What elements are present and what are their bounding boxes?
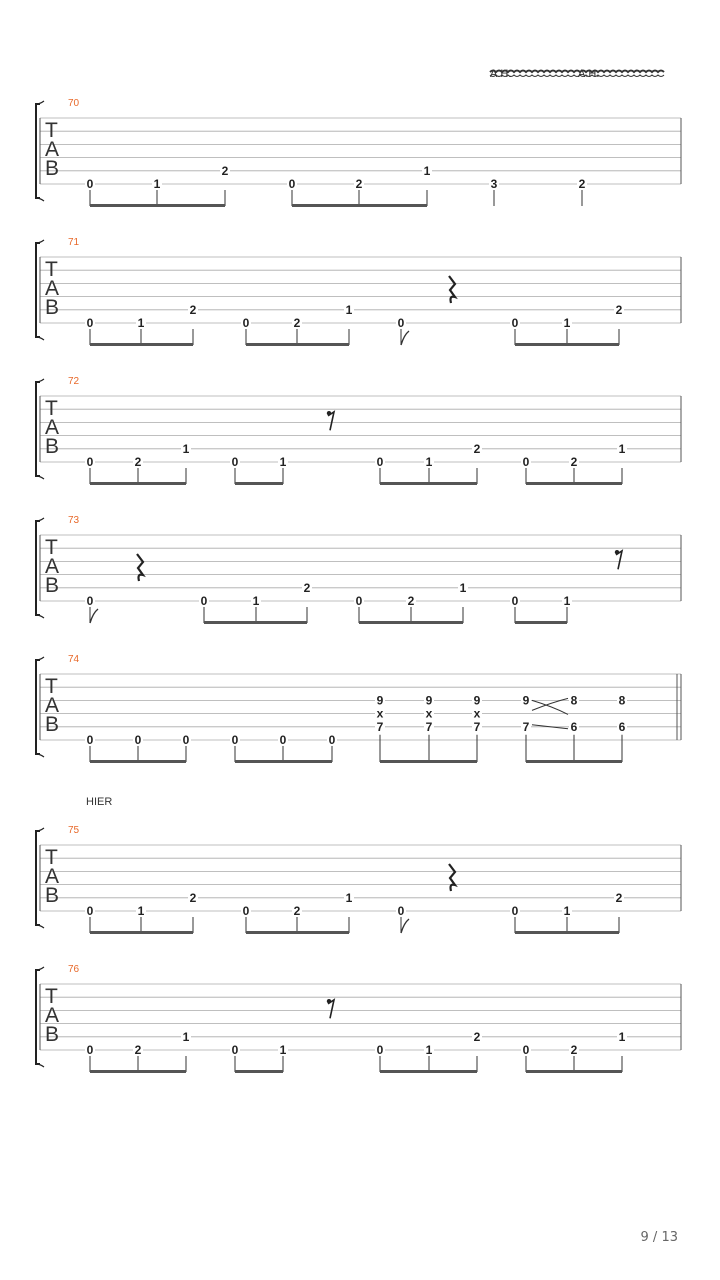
note-fret: 1 [423,163,431,178]
chord-note-fret: x [376,706,384,721]
note-fret: 2 [303,580,311,595]
note-fret: 0 [328,733,336,747]
chord-note-fret: 7 [473,719,481,734]
tab-clef-T: T [45,536,58,559]
note-fret: 1 [563,594,571,608]
note-fret: 1 [618,1029,626,1044]
beam [235,482,283,485]
system-70-bracket-bottom [36,198,44,201]
note-fret: 0 [397,904,405,918]
chord-note-fret: 8 [570,693,578,708]
note-fret: 1 [425,1043,433,1057]
measure-number-70: 70 [68,98,80,109]
beam [359,621,463,624]
system-73-bracket-top [36,518,44,521]
note-fret: 1 [153,177,161,191]
tab-clef-T: T [45,985,58,1008]
artificial-harmonic-label-2: A.H. [578,68,600,80]
eighth-rest [328,1000,334,1018]
system-76-bracket-bottom [36,1064,44,1067]
slide-line [532,700,568,714]
harmonic-wavy-line-shadow [490,75,664,77]
chord-note-fret: 7 [376,719,384,734]
beam [90,931,193,934]
tab-clef-T: T [45,846,58,869]
chord-note-fret: 9 [522,693,530,708]
note-fret: 1 [137,316,145,330]
beam [90,343,193,346]
chord-note-fret: 6 [618,719,626,734]
note-fret: 0 [86,594,94,608]
note-fret: 2 [134,455,142,469]
tab-clef-T: T [45,258,58,281]
chord-note-fret: 7 [425,719,433,734]
note-fret: 0 [86,177,94,191]
chord-beam [526,760,622,763]
note-fret: 1 [182,441,190,456]
note-fret: 2 [473,441,481,456]
eighth-rest [328,412,334,430]
tab-clef-B: B [45,574,60,597]
system-75-bracket [36,831,40,925]
note-fret: 1 [459,580,467,595]
note-fret: 1 [279,1043,287,1057]
chord-note-fret: x [473,706,481,721]
beam [246,343,349,346]
note-fret: 0 [511,594,519,608]
page-number: 9 / 13 [640,1230,678,1245]
note-flag [401,331,409,345]
beam [90,204,225,207]
measure-number-73: 73 [68,515,80,526]
system-72-bracket-top [36,379,44,382]
note-fret: 0 [134,733,142,747]
tab-clef-B: B [45,884,60,907]
note-fret: 2 [570,455,578,469]
chord-note-fret: x [425,706,433,721]
note-fret: 0 [376,455,384,469]
system-74-bracket [36,660,40,754]
beam [380,1070,477,1073]
tab-clef-A: A [45,416,60,439]
note-fret: 0 [86,904,94,918]
system-71-bracket-top [36,240,44,243]
note-fret: 1 [182,1029,190,1044]
note-fret: 3 [490,177,498,191]
note-fret: 1 [618,441,626,456]
note-fret: 0 [242,904,250,918]
note-fret: 2 [407,594,415,608]
note-fret: 1 [345,890,353,905]
system-72-bracket-bottom [36,476,44,479]
tab-clef-A: A [45,1004,60,1027]
system-76-bracket-top [36,967,44,970]
system-75-bracket-top [36,828,44,831]
section-marker-hier: HIER [86,796,113,808]
tab-clef-A: A [45,694,60,717]
note-fret: 1 [252,594,260,608]
system-73-bracket-bottom [36,615,44,618]
note-fret: 2 [189,302,197,317]
measure-number-76: 76 [68,964,80,975]
note-fret: 2 [134,1043,142,1057]
system-71-bracket [36,243,40,337]
tab-clef-B: B [45,1023,60,1046]
chord-note-fret: 9 [425,693,433,708]
note-fret: 0 [182,733,190,747]
note-fret: 2 [615,890,623,905]
system-70-bracket [36,104,40,198]
measure-number-72: 72 [68,376,80,387]
note-fret: 0 [86,316,94,330]
beam [90,1070,186,1073]
measure-number-74: 74 [68,654,80,665]
note-fret: 0 [86,1043,94,1057]
system-76-bracket [36,970,40,1064]
note-fret: 1 [279,455,287,469]
note-fret: 2 [578,177,586,191]
note-fret: 2 [570,1043,578,1057]
note-fret: 2 [221,163,229,178]
chord-note-fret: 7 [522,719,530,734]
note-fret: 0 [231,1043,239,1057]
note-fret: 0 [376,1043,384,1057]
tab-clef-A: A [45,865,60,888]
beam [292,204,427,207]
tab-clef-A: A [45,138,60,161]
note-fret: 2 [355,177,363,191]
note-fret: 0 [279,733,287,747]
tab-clef-B: B [45,713,60,736]
note-fret: 2 [189,890,197,905]
system-70-bracket-top [36,101,44,104]
note-fret: 0 [200,594,208,608]
chord-note-fret: 8 [618,693,626,708]
note-fret: 2 [293,316,301,330]
system-74-bracket-top [36,657,44,660]
beam [235,760,332,763]
note-fret: 0 [511,316,519,330]
beam [380,482,477,485]
beam [515,621,567,624]
beam [515,931,619,934]
note-fret: 1 [563,904,571,918]
harmonic-wavy-line [490,71,664,73]
tab-clef-T: T [45,397,58,420]
tab-clef-B: B [45,435,60,458]
note-fret: 0 [522,455,530,469]
note-fret: 0 [242,316,250,330]
note-fret: 0 [86,733,94,747]
system-75-bracket-bottom [36,925,44,928]
note-fret: 1 [425,455,433,469]
tab-clef-T: T [45,119,58,142]
note-fret: 2 [293,904,301,918]
note-fret: 0 [86,455,94,469]
note-fret: 0 [522,1043,530,1057]
tab-clef-B: B [45,157,60,180]
note-fret: 0 [231,455,239,469]
quarter-rest [137,554,143,581]
note-fret: 1 [563,316,571,330]
note-flag [90,609,98,623]
system-74-bracket-bottom [36,754,44,757]
beam [235,1070,283,1073]
chord-note-fret: 9 [473,693,481,708]
artificial-harmonic-label: A.H. [490,68,512,80]
beam [204,621,307,624]
system-72-bracket [36,382,40,476]
note-fret: 0 [397,316,405,330]
tab-clef-A: A [45,277,60,300]
chord-note-fret: 9 [376,693,384,708]
note-fret: 1 [137,904,145,918]
note-fret: 2 [615,302,623,317]
note-fret: 0 [288,177,296,191]
eighth-rest [616,551,622,569]
beam [515,343,619,346]
quarter-rest [449,864,455,891]
chord-note-fret: 6 [570,719,578,734]
tab-clef-A: A [45,555,60,578]
beam [90,760,186,763]
tab-clef-B: B [45,296,60,319]
note-fret: 1 [345,302,353,317]
note-flag [401,919,409,933]
beam [90,482,186,485]
measure-number-71: 71 [68,237,80,248]
tab-clef-T: T [45,675,58,698]
system-71-bracket-bottom [36,337,44,340]
note-fret: 2 [473,1029,481,1044]
note-fret: 0 [231,733,239,747]
quarter-rest [449,276,455,303]
system-73-bracket [36,521,40,615]
beam [246,931,349,934]
note-fret: 0 [355,594,363,608]
beam [526,1070,622,1073]
beam [526,482,622,485]
note-fret: 0 [511,904,519,918]
measure-number-75: 75 [68,825,80,836]
chord-beam [380,760,477,763]
